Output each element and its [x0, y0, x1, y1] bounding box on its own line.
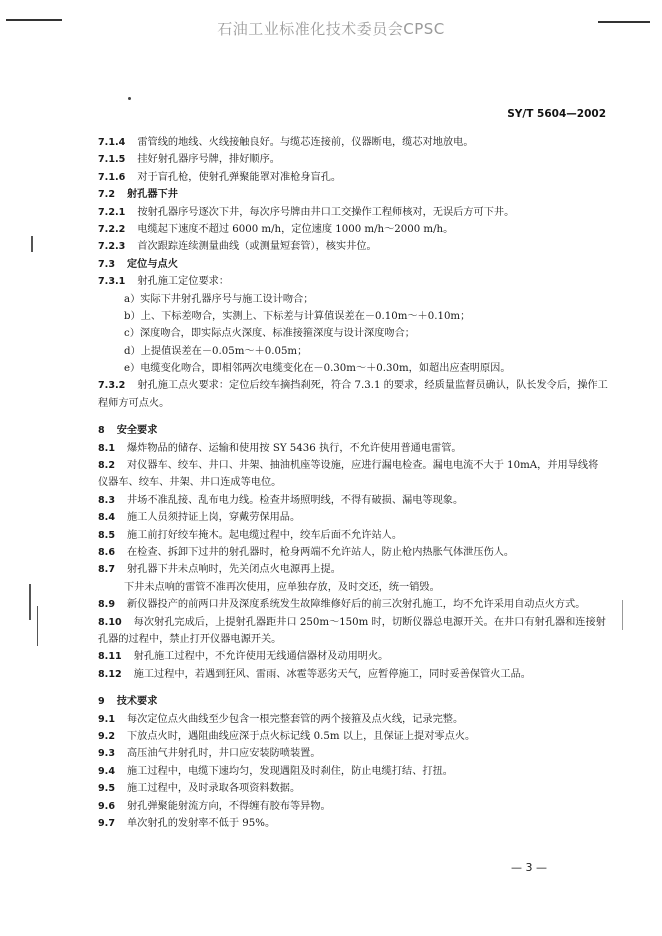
scan-margin-bar [622, 600, 623, 630]
clause-9-6: 9.6 射孔弹聚能射流方向，不得缠有胶布等异物。 [98, 800, 331, 812]
header-watermark: 石油工业标准化技术委员会CPSC [217, 20, 445, 38]
clause-9-3: 9.3 高压油气井射孔时，井口应安装防喷装置。 [98, 748, 321, 760]
clause-7-2-2: 7.2.2 电缆起下速度不超过 6000 m/h，定位速度 1000 m/h～2000 m/h。 [98, 223, 454, 235]
clause-7-2-3: 7.2.3 首次跟踪连续测量曲线（或测量短套管），核实井位。 [98, 241, 377, 253]
scan-mark-right [598, 21, 650, 23]
clause-8-6: 8.6 在检查、拆卸下过井的射孔器时，枪身两端不允许站人，防止枪内热胀气体泄压伤人。 [98, 547, 515, 559]
clause-7-1-6: 7.1.6 对于盲孔枪，使射孔弹聚能罩对准枪身盲孔。 [98, 171, 342, 183]
document-number: SY/T 5604—2002 [507, 108, 606, 120]
page-number: — 3 — [511, 861, 547, 874]
clause-8-9: 8.9 新仪器投产的前两口井及深度系统发生故障维修好后的前三次射孔施工，均不允许采用自动点火方式。 [98, 599, 586, 611]
document-body [98, 134, 608, 832]
clause-8-3: 8.3 井场不准乱接、乱布电力线。检查井场照明线，不得有破损、漏电等现象。 [98, 494, 464, 506]
clause-8-4: 8.4 施工人员须持证上岗，穿戴劳保用品。 [98, 512, 301, 524]
clause-8-11: 8.11 射孔施工过程中，不允许使用无线通信器材及动用明火。 [98, 651, 389, 663]
clause-7-2-1: 7.2.1 按射孔器序号逐次下井，每次序号牌由井口工交操作工程师核对，无误后方可下井。 [98, 206, 515, 218]
clause-8-7: 8.7 射孔器下井未点响时，先关闭点火电源再上提。 [98, 564, 341, 576]
scan-dot [128, 97, 131, 100]
clause-8-10: 8.10 每次射孔完成后，上提射孔器距井口 250m～150m 时，切断仪器总电源开关。在井口有射孔器和连接射孔器的过程中，禁止打开仪器电源开关。 [98, 616, 606, 646]
clause-8-1: 8.1 爆炸物品的储存、运输和使用按 SY 5436 执行，不允许使用普通电雷管。 [98, 442, 462, 454]
clause-7-1-5: 7.1.5 挂好射孔器序号牌，排好顺序。 [98, 154, 280, 166]
list-item: d）上提值误差在－0.05m～＋0.05m； [124, 345, 308, 357]
list-item: e）电缆变化吻合，即相邻两次电缆变化在－0.30m～＋0.30m，如超出应查明原因。 [124, 363, 511, 375]
section-9-heading: 9 技术要求 [98, 695, 158, 708]
clause-8-7-continuation: 下井未点响的雷管不准再次使用，应单独存放，及时交还，统一销毁。 [124, 581, 440, 593]
clause-7-3-2: 7.3.2 射孔施工点火要求：定位后绞车摘挡刹死，符合 7.3.1 的要求，经质量监督员确认，队长发令后，操作工程师方可点火。 [98, 380, 608, 409]
clause-9-4: 9.4 施工过程中，电缆下速均匀，发现遇阻及时刹住，防止电缆打结、打扭。 [98, 765, 453, 777]
scan-margin-bar [37, 606, 38, 646]
scan-mark-left [6, 19, 62, 21]
section-7-2-heading: 7.2 射孔器下井 [98, 188, 178, 201]
clause-9-5: 9.5 施工过程中，及时录取各项资料数据。 [98, 783, 301, 795]
clause-9-2: 9.2 下放点火时，遇阻曲线应深于点火标记线 0.5m 以上，且保证上提对零点火。 [98, 731, 476, 742]
clause-8-5: 8.5 施工前打好绞车掩木。起电缆过程中，绞车后面不允许站人。 [98, 529, 403, 541]
clause-8-2: 8.2 对仪器车、绞车、井口、井架、抽油机座等设施，应进行漏电检查。漏电电流不大于 10mA，并用导线将仪器车、绞车、井架、井口连成等电位。 [98, 460, 599, 489]
list-item: a）实际下井射孔器序号与施工设计吻合； [124, 293, 314, 305]
scan-margin-bar [29, 584, 31, 620]
clause-7-3-1: 7.3.1 射孔施工定位要求： [98, 276, 230, 288]
clause-7-1-4: 7.1.4 雷管线的地线、火线接触良好。与缆芯连接前，仪器断电，缆芯对地放电。 [98, 137, 474, 148]
clause-9-1: 9.1 每次定位点火曲线至少包含一根完整套管的两个接箍及点火线，记录完整。 [98, 713, 464, 725]
section-7-3-heading: 7.3 定位与点火 [98, 257, 178, 270]
list-item: b）上、下标差吻合，实测上、下标差与计算值误差在－0.10m～＋0.10m； [124, 310, 471, 322]
list-item: c）深度吻合，即实际点火深度、标准接箍深度与设计深度吻合； [124, 328, 415, 340]
scan-margin-bar [31, 236, 33, 252]
section-8-heading: 8 安全要求 [98, 424, 158, 437]
clause-8-12: 8.12 施工过程中，若遇到狂风、雷雨、冰雹等恶劣天气，应暂停施工，同时妥善保管火工品。 [98, 668, 531, 680]
clause-9-7: 9.7 单次射孔的发射率不低于 95%。 [98, 817, 276, 829]
